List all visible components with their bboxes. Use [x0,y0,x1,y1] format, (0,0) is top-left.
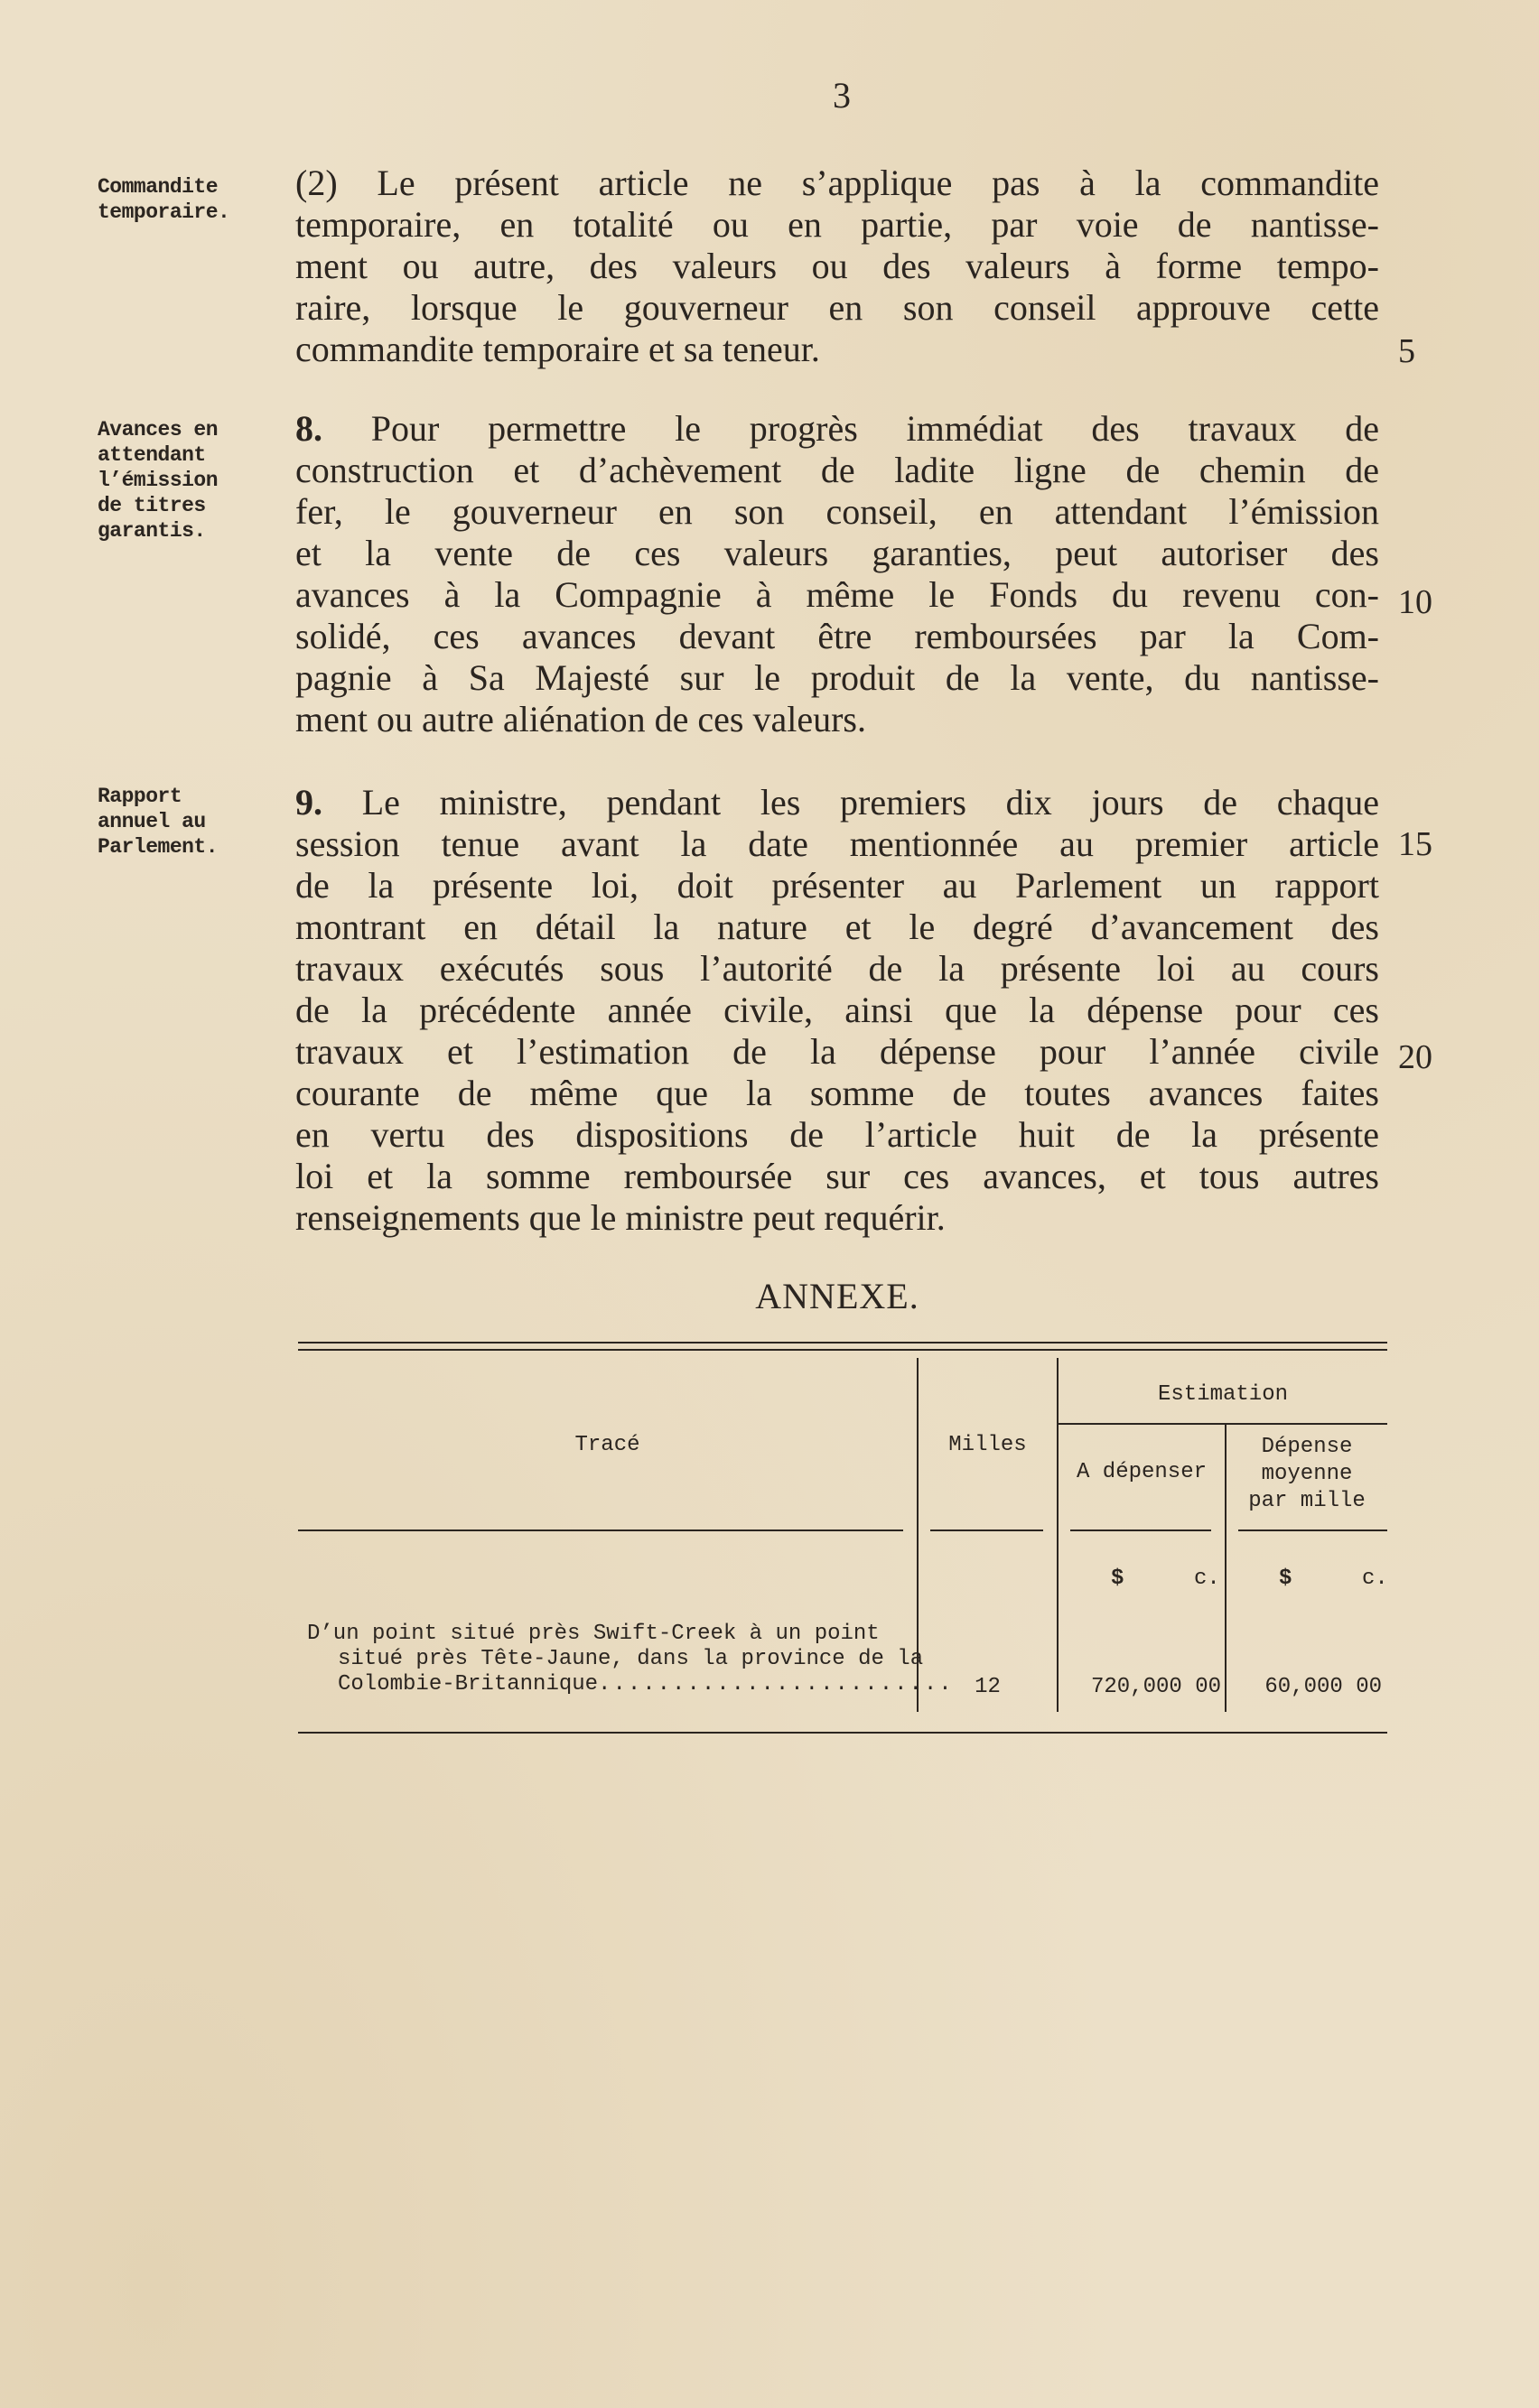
header-route: Tracé [574,1433,640,1457]
header-rule-spend [1070,1529,1211,1531]
margin-note-avances: Avances en attendant l’émission de titres garantis. [98,418,219,543]
text-line: ment ou autre, des valeurs ou des valeurs à forme tempo- [295,246,1379,286]
text-line: courante de même que la somme de toutes avances faites [295,1073,1379,1113]
text-line: solidé, ces avances devant être remboursées par la Com- [295,616,1379,656]
header-to-spend: A dépenser [1076,1460,1208,1484]
text-line: et la vente de ces valeurs garanties, peut autoriser des [295,533,1379,573]
header-miles: Milles [948,1433,1027,1457]
unit-dollars: $ [1111,1567,1124,1591]
text-line: travaux exécutés sous l’autorité de la présente loi au cours [295,948,1379,989]
route-line: D’un point situé près Swift-Creek à un point [307,1622,880,1646]
text-line: pagnie à Sa Majesté sur le produit de la vente, du nantisse- [295,657,1379,698]
route-line [307,1672,954,1697]
text-line: montrant en détail la nature et le degré d’avancement des [295,906,1379,947]
line-number-10: 10 [1398,583,1432,621]
paragraph-2 [295,163,1379,370]
text-line: (2) Le présent article ne s’applique pas à la commandite [295,163,1379,203]
text-line: travaux et l’estimation de la dépense pour l’année civile [295,1031,1379,1072]
text-line: renseignements que le ministre peut requérir. [295,1197,946,1238]
text-line: temporaire, en totalité ou en partie, par voie de nantisse- [295,204,1379,245]
section-number: 9. [295,782,322,823]
text-line: session tenue avant la date mentionnée au premier article [295,823,1379,864]
unit-dollars: $ [1279,1567,1292,1591]
text-line: avances à la Compagnie à même le Fonds du revenu con- [295,574,1379,615]
margin-note-rapport: Rapport annuel au Parlement. [98,785,219,859]
section-text: Le ministre, pendant les premiers dix jours de chaque [322,782,1379,823]
margin-note-commandite: Commandite temporaire. [98,175,230,224]
route-line: situé près Tête-Jaune, dans la province de la [338,1647,924,1671]
table-top-rule [298,1342,1387,1343]
line-number-20: 20 [1398,1038,1432,1076]
header-rule-route [298,1529,903,1531]
annex-table [298,1342,1387,1739]
header-rule-avg [1238,1529,1387,1531]
table-bottom-rule [298,1732,1387,1734]
section-text: Pour permettre le progrès immédiat des travaux de [322,408,1379,449]
route-cell [307,1622,954,1697]
text-line: raire, lorsque le gouverneur en son conseil approuve cette [295,287,1379,328]
paragraph-9 [295,782,1379,1239]
text-line: de la précédente année civile, ainsi que la dépense pour ces [295,990,1379,1030]
header-avg-cost: Dépense moyenne par mille [1248,1435,1366,1513]
column-divider-2 [1057,1358,1059,1712]
page-number: 3 [833,75,851,116]
text-line: construction et d’achèvement de ladite ligne de chemin de [295,450,1379,490]
line-number-5: 5 [1398,332,1415,370]
unit-cents: c. [1194,1567,1220,1591]
miles-value: 12 [975,1675,1001,1699]
text-line: ment ou autre aliénation de ces valeurs. [295,699,866,739]
dot-leader: ........................ [598,1672,954,1697]
to-spend-value: 720,000 00 [1090,1675,1221,1699]
header-estimation: Estimation [1157,1382,1289,1407]
text-line: fer, le gouverneur en son conseil, en attendant l’émission [295,491,1379,532]
annex-title: ANNEXE. [755,1276,919,1316]
table-top-rule-2 [298,1349,1387,1351]
avg-cost-value: 60,000 00 [1264,1675,1382,1699]
text-line [295,782,1379,823]
text-line: loi et la somme remboursée sur ces avances, et tous autres [295,1156,1379,1196]
text-line: de la présente loi, doit présenter au Parlement un rapport [295,865,1379,906]
line-number-15: 15 [1398,825,1432,863]
estimation-rule [1057,1423,1387,1425]
route-line-end: Colombie-Britannique [338,1672,599,1697]
text-line [295,408,1379,450]
section-number: 8. [295,408,322,449]
unit-cents: c. [1362,1567,1388,1591]
text-line: commandite temporaire et sa teneur. [295,329,820,369]
text-line: en vertu des dispositions de l’article huit de la présente [295,1114,1379,1155]
header-rule-miles [930,1529,1043,1531]
paragraph-8 [295,408,1379,740]
